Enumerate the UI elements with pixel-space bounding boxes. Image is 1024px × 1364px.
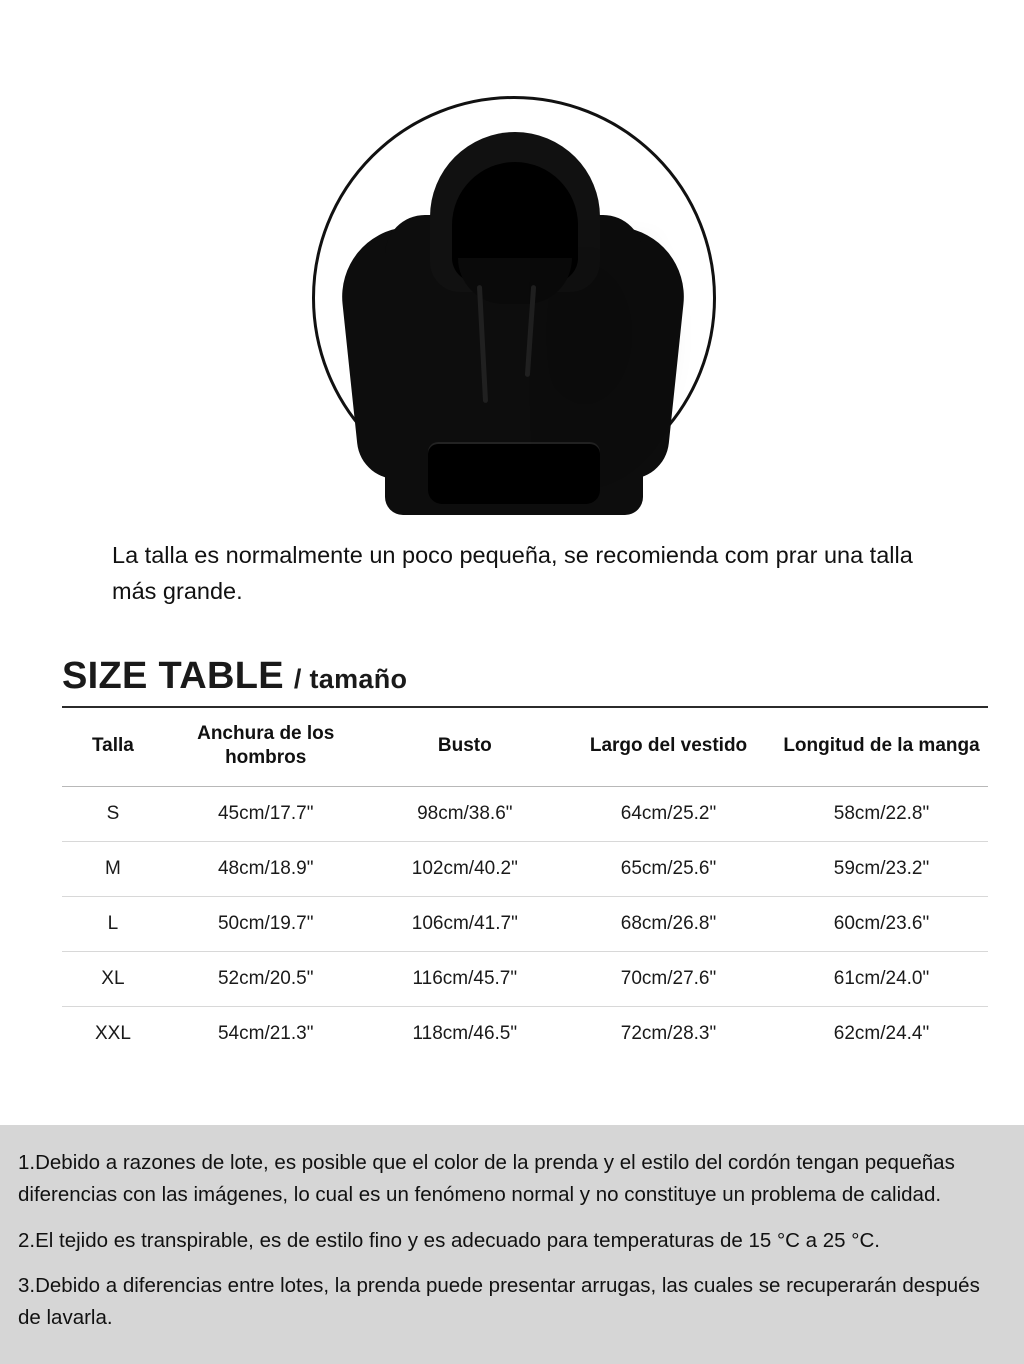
cell-talla: S	[62, 786, 164, 841]
size-table-title	[62, 655, 988, 698]
cell-busto: 118cm/46.5"	[412, 1022, 518, 1044]
note-3: 3.Debido a diferencias entre lotes, la prenda puede presentar arrugas, las cuales se recuperarán después de lavarla.	[18, 1274, 980, 1330]
product-image-area	[0, 0, 1024, 530]
header-busto: Busto	[368, 707, 562, 786]
sizing-recommendation-text: La talla es normalmente un poco pequeña, se recomienda com prar una talla más grande.	[112, 542, 913, 604]
table-header-row	[62, 707, 988, 786]
header-anchura-hombros: Anchura de los hombros	[164, 707, 368, 786]
size-table-section	[0, 655, 1024, 1061]
cell-manga: 61cm/24.0"	[775, 951, 988, 1006]
cell-largo: 64cm/25.2"	[562, 786, 775, 841]
header-largo-vestido: Largo del vestido	[562, 707, 775, 786]
header-longitud-manga: Longitud de la manga	[775, 707, 988, 786]
size-table-body	[62, 786, 988, 1061]
cell-hombros: 52cm/20.5"	[164, 951, 368, 1006]
table-row	[62, 896, 988, 951]
cell-busto: 116cm/45.7"	[368, 951, 562, 1006]
table-row	[62, 786, 988, 841]
header-talla: Talla	[62, 707, 164, 786]
table-row	[62, 951, 988, 1006]
cell-busto: 98cm/38.6"	[368, 786, 562, 841]
size-table-title-main: SIZE TABLE	[62, 655, 284, 698]
cell-largo: 70cm/27.6"	[562, 951, 775, 1006]
hoodie-illustration	[330, 110, 700, 510]
product-notes	[0, 1125, 1024, 1364]
cell-hombros: 50cm/19.7"	[164, 896, 368, 951]
cell-manga: 58cm/22.8"	[775, 786, 988, 841]
note-2: 2.El tejido es transpirable, es de estilo fino y es adecuado para temperaturas de 15 °C a 25 °C.	[18, 1228, 880, 1252]
cell-talla: XXL	[94, 1022, 131, 1044]
table-row	[62, 1006, 988, 1061]
cell-largo: 72cm/28.3"	[620, 1022, 717, 1044]
cell-manga: 60cm/23.6"	[775, 896, 988, 951]
cell-talla: L	[62, 896, 164, 951]
hoodie-kangaroo-pocket	[428, 442, 600, 504]
size-table-title-sub: / tamaño	[293, 664, 408, 695]
note-1: 1.Debido a razones de lote, es posible que el color de la prenda y el estilo del cordón tengan pequeñas diferencias con las imágenes, lo cual es un fenómeno normal y no constituye un problema de calidad.	[18, 1151, 955, 1206]
cell-talla: XL	[62, 951, 164, 1006]
size-table-head	[62, 707, 988, 786]
cell-manga: 62cm/24.4"	[833, 1022, 930, 1044]
cell-manga: 59cm/23.2"	[775, 841, 988, 896]
cell-busto: 102cm/40.2"	[368, 841, 562, 896]
size-table	[62, 706, 988, 1061]
cell-hombros: 54cm/21.3"	[217, 1022, 314, 1044]
cell-talla: M	[62, 841, 164, 896]
cell-busto: 106cm/41.7"	[368, 896, 562, 951]
cell-hombros: 45cm/17.7"	[164, 786, 368, 841]
cell-largo: 68cm/26.8"	[562, 896, 775, 951]
table-row	[62, 841, 988, 896]
cell-hombros: 48cm/18.9"	[164, 841, 368, 896]
cell-largo: 65cm/25.6"	[562, 841, 775, 896]
